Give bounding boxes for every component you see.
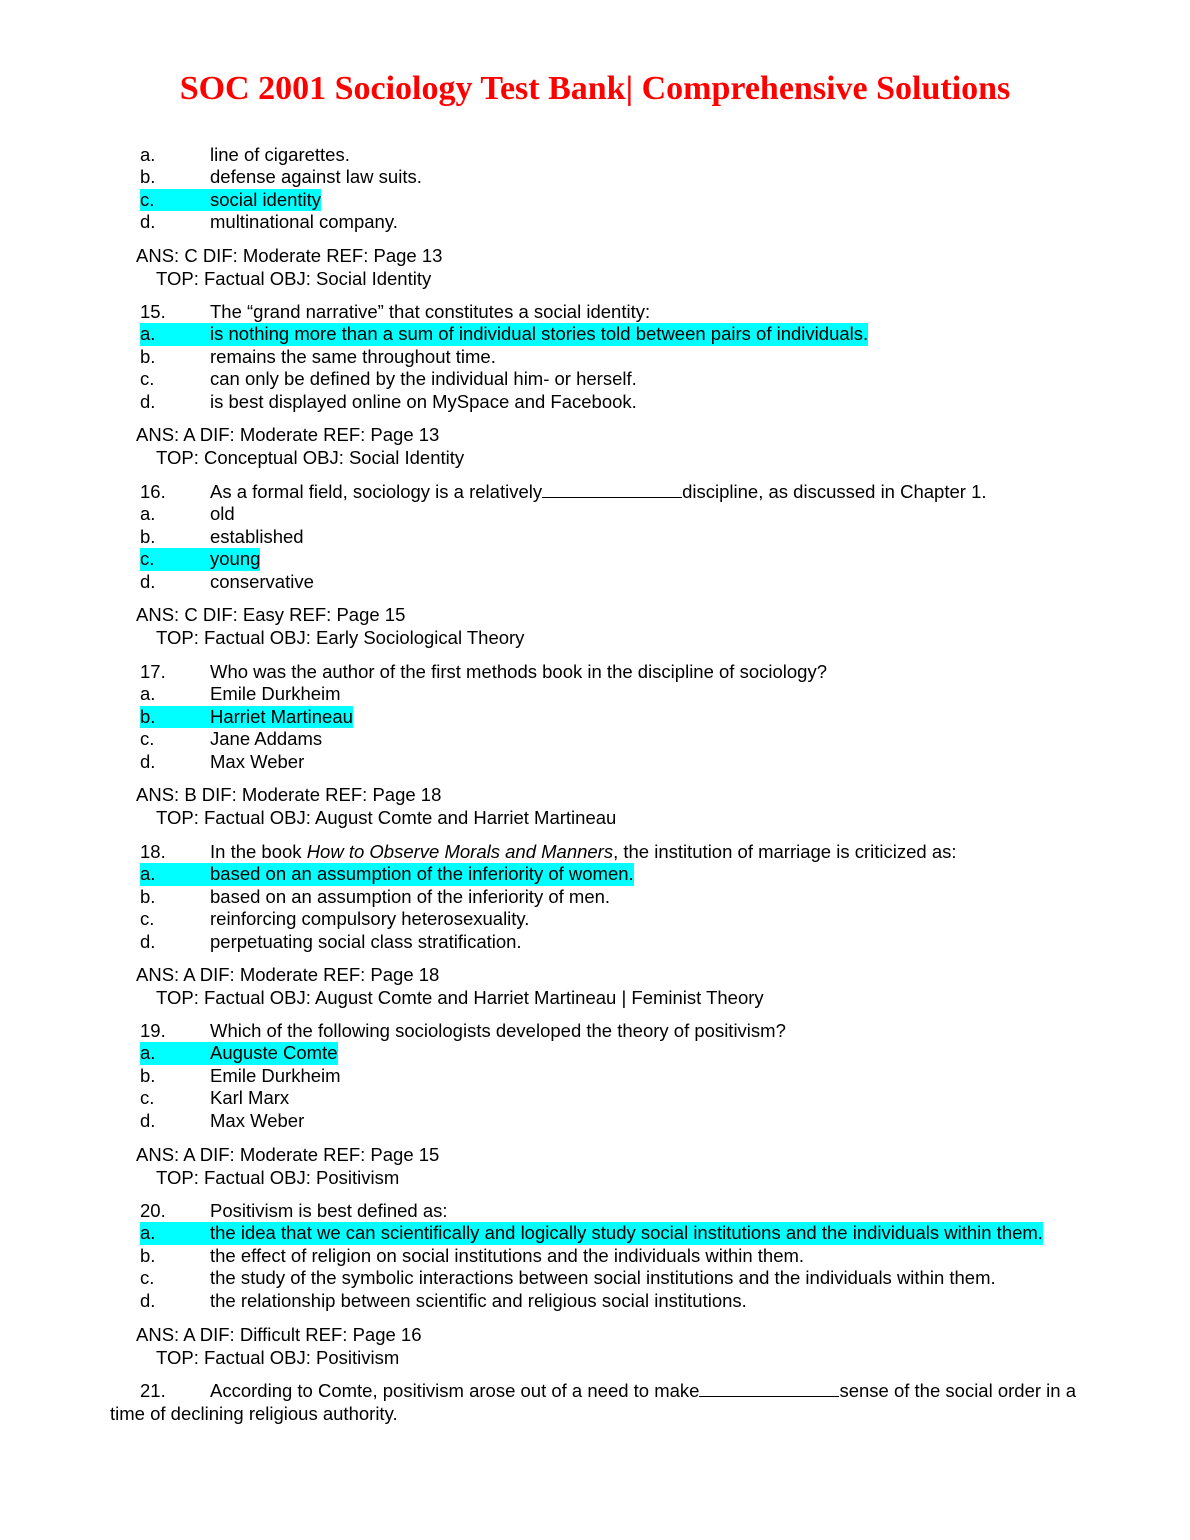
answer-line: ANS: C DIF: Easy REF: Page 15	[136, 604, 406, 625]
question-21	[110, 1380, 1120, 1425]
answer-20	[0, 1324, 1190, 1369]
question-stem: 19. Which of the following sociologists developed the theory of positivism?	[140, 1020, 786, 1041]
fill-in-blank	[699, 1380, 839, 1397]
option-c: c. reinforcing compulsory heterosexuality.	[140, 908, 530, 930]
option-b: b. the effect of religion on social institutions and the individuals within them.	[140, 1244, 805, 1266]
option-a: a. Emile Durkheim	[140, 683, 341, 705]
option-a-correct: a. Auguste Comte	[140, 1042, 338, 1064]
answer-17	[0, 784, 1190, 829]
topic-line: TOP: Factual OBJ: Positivism	[156, 1346, 400, 1368]
option-b: b. established	[140, 525, 304, 547]
question-20	[0, 1200, 1190, 1312]
option-d: d. the relationship between scientific and religious social institutions.	[140, 1289, 747, 1311]
answer-19	[0, 1144, 1190, 1189]
question-stem: 16. As a formal field, sociology is a relatively discipline, as discussed in Chapter 1.	[140, 481, 987, 502]
option-d: d. multinational company.	[140, 211, 398, 233]
fill-in-blank	[542, 481, 682, 498]
option-c: c. Jane Addams	[140, 728, 323, 750]
option-d: d. Max Weber	[140, 750, 305, 772]
question-stem: 20. Positivism is best defined as:	[140, 1200, 448, 1221]
question-19	[0, 1020, 1190, 1132]
answer-18	[0, 964, 1190, 1009]
answer-line: ANS: A DIF: Difficult REF: Page 16	[136, 1324, 422, 1345]
question-stem: 15. The “grand narrative” that constitutes a social identity:	[140, 301, 651, 322]
question-15	[0, 301, 1190, 413]
answer-line: ANS: A DIF: Moderate REF: Page 13	[136, 424, 440, 445]
question-stem-continued: time of declining religious authority.	[110, 1402, 398, 1424]
topic-line: TOP: Factual OBJ: Positivism	[156, 1166, 400, 1188]
topic-line: TOP: Factual OBJ: Early Sociological Theory	[156, 626, 525, 648]
option-c-correct: c. social identity	[140, 188, 322, 210]
option-b: b. based on an assumption of the inferiority of men.	[140, 885, 611, 907]
option-b: b. defense against law suits.	[140, 166, 422, 188]
document-title: SOC 2001 Sociology Test Bank| Comprehensive Solutions	[179, 70, 1011, 107]
option-d: d. conservative	[140, 570, 314, 592]
question-18	[0, 841, 1190, 953]
option-a: a. old	[140, 503, 235, 525]
option-b: b. remains the same throughout time.	[140, 345, 496, 367]
option-a-correct: a. is nothing more than a sum of individual stories told between pairs of individuals.	[140, 323, 869, 345]
option-d: d. Max Weber	[140, 1109, 305, 1131]
book-title: How to Observe Morals and Manners	[306, 841, 614, 862]
option-d: d. is best displayed online on MySpace and Facebook.	[140, 390, 637, 412]
option-b-correct: b. Harriet Martineau	[140, 705, 353, 727]
option-d: d. perpetuating social class stratification.	[140, 930, 522, 952]
question-14	[0, 144, 1190, 234]
topic-line: TOP: Factual OBJ: August Comte and Harriet Martineau	[156, 806, 617, 828]
option-a-correct: a. based on an assumption of the inferiority of women.	[140, 863, 634, 885]
option-c: c. Karl Marx	[140, 1087, 290, 1109]
question-stem: 21. According to Comte, positivism arose out of a need to make sense of the social order in a	[140, 1380, 1076, 1401]
question-stem: 18. In the book How to Observe Morals and Manners, the institution of marriage is criticized as:	[140, 841, 957, 862]
option-a-correct: a. the idea that we can scientifically and logically study social institutions and the individuals within them.	[140, 1222, 1043, 1244]
question-17	[0, 661, 1190, 773]
answer-line: ANS: C DIF: Moderate REF: Page 13	[136, 245, 443, 266]
topic-line: TOP: Factual OBJ: Social Identity	[156, 267, 432, 289]
answer-16	[0, 604, 1190, 649]
question-16	[0, 481, 1190, 593]
option-c: c. can only be defined by the individual him- or herself.	[140, 368, 637, 390]
question-stem: 17. Who was the author of the first methods book in the discipline of sociology?	[140, 661, 828, 682]
answer-15	[0, 424, 1190, 469]
answer-line: ANS: A DIF: Moderate REF: Page 18	[136, 964, 440, 985]
option-b: b. Emile Durkheim	[140, 1064, 341, 1086]
answer-line: ANS: B DIF: Moderate REF: Page 18	[136, 784, 442, 805]
topic-line: TOP: Factual OBJ: August Comte and Harriet Martineau | Feminist Theory	[156, 986, 764, 1008]
option-c: c. the study of the symbolic interactions between social institutions and the individuals within them.	[140, 1267, 996, 1289]
topic-line: TOP: Conceptual OBJ: Social Identity	[156, 446, 465, 468]
answer-line: ANS: A DIF: Moderate REF: Page 15	[136, 1144, 440, 1165]
answer-14	[0, 245, 1190, 290]
option-a: a. line of cigarettes.	[140, 144, 350, 165]
option-c-correct: c. young	[140, 548, 261, 570]
